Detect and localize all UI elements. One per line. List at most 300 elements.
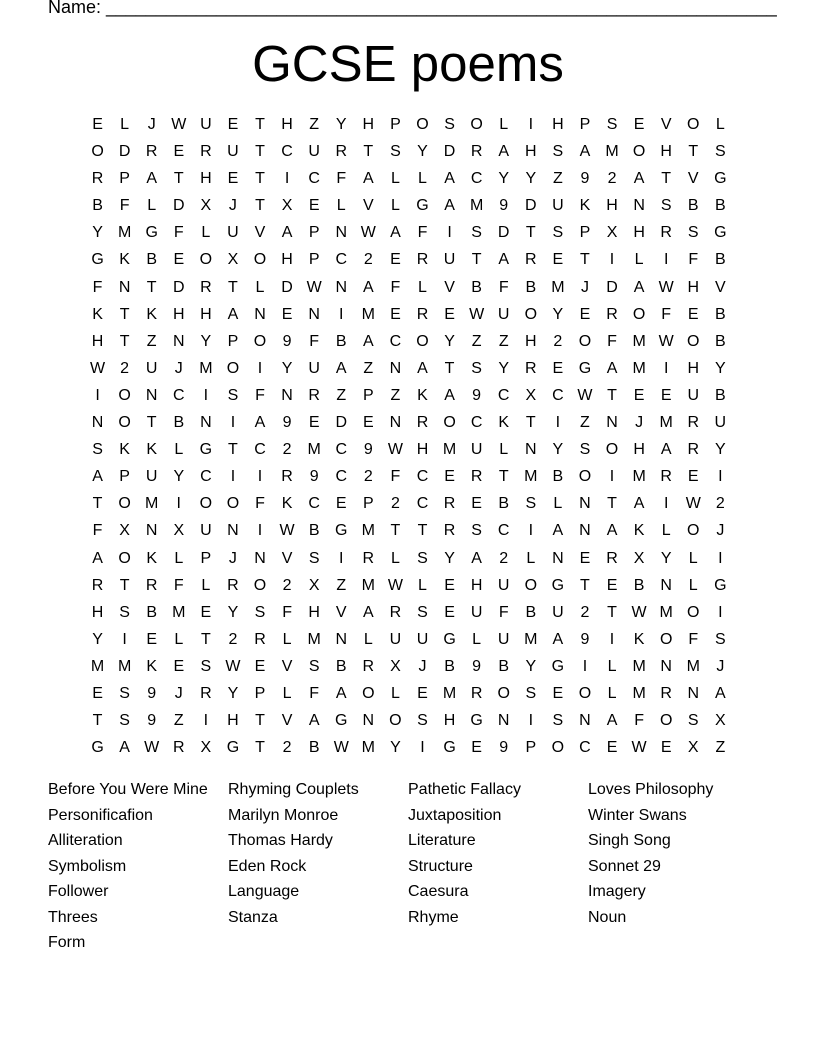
grid-letter: N	[335, 278, 348, 296]
grid-letter: K	[119, 251, 130, 269]
word-list-item: Loves Philosophy	[588, 781, 714, 798]
grid-letter: Y	[417, 143, 428, 161]
grid-letter: E	[471, 495, 482, 513]
grid-letter: O	[632, 305, 646, 323]
grid-letter: X	[390, 657, 401, 675]
grid-letter: Y	[227, 684, 239, 702]
grid-letter: I	[257, 468, 263, 486]
grid-letter: W	[631, 739, 647, 757]
word-list-item: Threes	[48, 908, 98, 926]
grid-letter: N	[660, 576, 672, 594]
grid-letter: M	[307, 630, 321, 648]
grid-letter: X	[281, 197, 293, 215]
grid-letter: I	[718, 603, 723, 621]
grid-letter: S	[92, 441, 103, 459]
grid-letter: B	[444, 657, 455, 675]
grid-letter: X	[173, 522, 185, 540]
grid-letter: F	[255, 495, 265, 513]
grid-letter: Y	[498, 359, 510, 377]
grid-letter: 2	[390, 495, 400, 513]
grid-letter: L	[418, 170, 427, 188]
grid-letter: Y	[281, 359, 293, 377]
name-field-label: Name: ___________________________________________________________________	[48, 0, 777, 17]
grid-letter: F	[309, 332, 320, 350]
grid-letter: A	[227, 305, 239, 323]
grid-letter: O	[687, 332, 700, 350]
grid-letter: K	[417, 386, 428, 404]
grid-letter: G	[91, 251, 104, 269]
grid-letter: U	[470, 603, 483, 621]
grid-letter: R	[227, 576, 239, 594]
grid-letter: O	[497, 684, 510, 702]
grid-letter: O	[687, 603, 700, 621]
grid-letter: I	[420, 739, 425, 757]
grid-letter: N	[145, 386, 158, 404]
grid-letter: L	[688, 576, 698, 594]
grid-letter: A	[498, 143, 510, 161]
grid-letter: E	[146, 630, 158, 648]
grid-letter: M	[686, 657, 700, 675]
grid-letter: D	[281, 278, 293, 296]
grid-letter: R	[200, 278, 212, 296]
word-list-item: Caesura	[408, 883, 469, 900]
grid-letter: A	[606, 712, 618, 730]
grid-letter: U	[145, 359, 158, 377]
word-list-item: Eden Rock	[228, 857, 307, 875]
grid-letter: O	[253, 332, 267, 350]
grid-letter: Z	[498, 332, 509, 350]
grid-letter: A	[146, 170, 158, 188]
word-list-item: Language	[228, 883, 300, 900]
grid-letter: I	[609, 630, 615, 648]
grid-letter: V	[687, 170, 699, 188]
grid-letter: H	[362, 116, 375, 133]
grid-letter: T	[688, 143, 699, 161]
grid-letter: S	[687, 224, 699, 242]
grid-letter: U	[200, 522, 212, 540]
grid-letter: L	[390, 549, 400, 567]
grid-letter: M	[199, 359, 213, 377]
grid-letter: B	[687, 197, 699, 215]
grid-letter: D	[172, 197, 185, 215]
grid-letter: Y	[335, 116, 347, 133]
grid-letter: 2	[580, 603, 590, 621]
grid-letter: P	[390, 116, 401, 133]
grid-letter: C	[497, 522, 510, 540]
grid-letter: B	[308, 522, 320, 540]
grid-letter: F	[282, 603, 292, 621]
grid-letter: V	[254, 224, 266, 242]
word-list-item: Imagery	[588, 883, 646, 900]
grid-letter: T	[390, 522, 401, 540]
grid-letter: Y	[552, 305, 564, 323]
grid-letter: Y	[552, 441, 564, 459]
grid-letter: T	[228, 441, 238, 459]
grid-letter: W	[89, 359, 106, 377]
grid-letter: I	[203, 712, 209, 730]
grid-letter: E	[660, 386, 672, 404]
grid-letter: T	[444, 359, 455, 377]
grid-letter: U	[714, 414, 727, 432]
grid-letter: F	[661, 305, 672, 323]
grid-letter: C	[416, 468, 429, 486]
grid-letter: F	[309, 684, 320, 702]
grid-letter: L	[363, 630, 373, 648]
grid-letter: E	[633, 386, 645, 404]
grid-letter: Z	[309, 116, 320, 133]
grid-letter: N	[687, 684, 700, 702]
grid-letter: X	[200, 739, 212, 757]
grid-letter: S	[552, 143, 564, 161]
page-title: GCSE poems	[252, 35, 564, 92]
grid-letter: C	[281, 143, 293, 161]
grid-letter: M	[307, 441, 321, 459]
grid-letter: A	[362, 170, 374, 188]
grid-letter: P	[579, 224, 591, 242]
grid-letter: H	[687, 278, 700, 296]
grid-letter: J	[174, 359, 183, 377]
grid-letter: S	[444, 116, 455, 133]
grid-letter: G	[226, 739, 240, 757]
grid-letter: S	[525, 495, 537, 513]
grid-letter: S	[660, 197, 672, 215]
grid-letter: M	[361, 522, 375, 540]
grid-letter: M	[442, 441, 457, 459]
grid-letter: C	[470, 414, 483, 432]
grid-letter: 9	[363, 441, 373, 459]
grid-letter: D	[497, 224, 510, 242]
grid-letter: M	[605, 143, 619, 161]
grid-letter: 2	[715, 495, 725, 513]
grid-letter: T	[255, 116, 265, 133]
grid-letter: I	[663, 495, 669, 513]
grid-letter: R	[389, 603, 402, 621]
grid-letter: G	[714, 224, 727, 242]
grid-letter: H	[687, 359, 700, 377]
word-list-item: Thomas Hardy	[228, 832, 333, 849]
grid-letter: N	[91, 414, 104, 432]
grid-letter: O	[199, 251, 213, 269]
grid-letter: H	[91, 603, 104, 621]
grid-letter: A	[119, 739, 130, 757]
grid-letter: W	[658, 278, 674, 296]
grid-letter: Y	[525, 657, 537, 675]
grid-letter: L	[526, 549, 536, 567]
grid-row	[84, 409, 734, 436]
grid-letter: D	[525, 197, 537, 215]
grid-letter: 9	[499, 739, 509, 757]
grid-letter: T	[92, 712, 103, 730]
grid-letter: A	[92, 468, 103, 486]
grid-letter: L	[174, 630, 184, 648]
grid-letter: W	[171, 116, 187, 133]
grid-letter: Z	[552, 170, 563, 188]
grid-letter: I	[718, 549, 723, 567]
grid-letter: R	[660, 468, 672, 486]
grid-letter: L	[688, 549, 698, 567]
grid-letter: T	[607, 603, 617, 621]
grid-letter: N	[389, 414, 402, 432]
grid-letter: R	[362, 549, 375, 567]
grid-letter: A	[444, 170, 455, 188]
grid-letter: T	[661, 170, 672, 188]
grid-letter: S	[254, 603, 266, 621]
grid-row	[84, 328, 734, 355]
grid-letter: O	[416, 332, 429, 350]
grid-letter: W	[658, 332, 674, 350]
grid-letter: A	[92, 549, 103, 567]
grid-letter: S	[552, 712, 564, 730]
grid-letter: G	[551, 657, 565, 675]
grid-letter: A	[417, 359, 428, 377]
grid-letter: E	[200, 603, 212, 621]
grid-letter: M	[442, 684, 457, 702]
grid-letter: S	[119, 684, 130, 702]
grid-letter: S	[552, 224, 564, 242]
grid-letter: H	[633, 224, 645, 242]
grid-letter: R	[200, 143, 212, 161]
word-list-item: Rhyme	[408, 908, 459, 926]
grid-letter: Y	[715, 359, 726, 377]
grid-letter: E	[92, 116, 103, 133]
grid-letter: T	[255, 170, 265, 188]
word-list-item: Singh Song	[588, 832, 671, 849]
word-list-item: Follower	[48, 883, 109, 900]
grid-letter: I	[284, 170, 290, 188]
grid-letter: R	[416, 305, 429, 323]
grid-letter: J	[228, 549, 237, 567]
grid-letter: C	[416, 495, 429, 513]
grid-letter: W	[306, 278, 322, 296]
grid-letter: E	[173, 143, 185, 161]
grid-letter: E	[92, 684, 103, 702]
grid-letter: A	[471, 549, 482, 567]
grid-letter: U	[687, 386, 700, 404]
grid-letter: W	[577, 386, 593, 404]
grid-letter: U	[497, 305, 510, 323]
grid-letter: O	[226, 495, 240, 513]
grid-letter: K	[146, 441, 158, 459]
grid-letter: N	[552, 549, 564, 567]
grid-letter: L	[336, 197, 346, 215]
grid-letter: B	[173, 414, 185, 432]
grid-row	[84, 517, 734, 544]
grid-letter: N	[606, 414, 618, 432]
grid-letter: W	[144, 739, 160, 757]
grid-letter: N	[525, 441, 537, 459]
grid-letter: N	[633, 197, 645, 215]
word-list-item: Literature	[408, 832, 476, 849]
grid-letter: P	[254, 684, 266, 702]
grid-letter: I	[257, 522, 263, 540]
grid-letter: Z	[336, 576, 347, 594]
grid-letter: B	[715, 197, 726, 215]
grid-letter: A	[633, 278, 645, 296]
word-list-item: Stanza	[228, 908, 278, 926]
grid-letter: R	[145, 143, 158, 161]
grid-letter: T	[255, 197, 265, 215]
grid-letter: G	[199, 441, 213, 459]
grid-letter: I	[447, 224, 452, 242]
grid-letter: L	[715, 116, 725, 133]
grid-letter: M	[632, 684, 646, 702]
grid-letter: I	[663, 251, 669, 269]
grid-letter: O	[118, 549, 131, 567]
grid-letter: M	[524, 630, 538, 648]
grid-letter: H	[200, 170, 212, 188]
grid-letter: T	[607, 495, 617, 513]
grid-letter: O	[605, 441, 619, 459]
word-list-item: Noun	[588, 908, 627, 926]
word-list-item: Pathetic Fallacy	[408, 781, 521, 798]
grid-letter: N	[579, 712, 591, 730]
grid-letter: E	[390, 251, 401, 269]
grid-letter: O	[551, 739, 565, 757]
grid-letter: O	[91, 143, 104, 161]
grid-letter: E	[552, 251, 564, 269]
grid-letter: F	[92, 278, 103, 296]
grid-letter: E	[633, 116, 645, 133]
grid-row	[84, 599, 734, 626]
grid-letter: U	[227, 143, 239, 161]
grid-letter: F	[173, 224, 184, 242]
grid-letter: I	[122, 630, 127, 648]
grid-letter: I	[609, 468, 615, 486]
grid-letter: E	[444, 305, 455, 323]
grid-letter: I	[339, 305, 344, 323]
grid-letter: I	[257, 359, 263, 377]
grid-row	[84, 707, 734, 734]
grid-letter: W	[387, 576, 403, 594]
grid-letter: F	[255, 386, 265, 404]
grid-letter: I	[555, 414, 561, 432]
grid-letter: K	[498, 414, 510, 432]
grid-letter: R	[687, 414, 700, 432]
grid-row	[84, 219, 734, 246]
grid-letter: T	[607, 386, 617, 404]
grid-letter: N	[335, 224, 348, 242]
grid-letter: M	[172, 603, 186, 621]
grid-letter: C	[335, 251, 348, 269]
grid-letter: 2	[607, 170, 617, 188]
grid-letter: 2	[282, 576, 292, 594]
grid-letter: S	[579, 441, 591, 459]
grid-letter: P	[119, 468, 130, 486]
grid-letter: G	[145, 224, 158, 242]
grid-letter: L	[255, 278, 265, 296]
grid-letter: C	[389, 332, 402, 350]
grid-letter: F	[417, 224, 428, 242]
grid-row	[84, 734, 734, 761]
grid-letter: M	[361, 305, 375, 323]
grid-letter: O	[253, 576, 267, 594]
grid-letter: B	[308, 739, 320, 757]
grid-row	[84, 382, 734, 409]
grid-letter: R	[470, 468, 483, 486]
grid-letter: Z	[715, 739, 726, 757]
grid-letter: H	[281, 116, 293, 133]
grid-letter: H	[525, 332, 537, 350]
grid-letter: O	[362, 684, 375, 702]
grid-letter: O	[524, 305, 538, 323]
grid-letter: G	[714, 576, 727, 594]
grid-letter: A	[444, 197, 455, 215]
grid-letter: T	[525, 414, 536, 432]
grid-letter: Y	[444, 332, 455, 350]
grid-letter: S	[227, 386, 239, 404]
grid-letter: 2	[120, 359, 130, 377]
grid-letter: R	[606, 305, 618, 323]
grid-letter: R	[470, 143, 483, 161]
grid-letter: E	[227, 116, 239, 133]
grid-letter: S	[471, 224, 482, 242]
grid-letter: U	[470, 441, 483, 459]
grid-letter: G	[578, 359, 592, 377]
grid-letter: X	[227, 251, 239, 269]
grid-letter: L	[553, 495, 563, 513]
grid-row	[84, 463, 734, 490]
grid-letter: I	[528, 116, 534, 133]
grid-letter: J	[716, 657, 725, 675]
grid-letter: C	[552, 386, 564, 404]
grid-letter: Y	[173, 468, 185, 486]
grid-letter: J	[580, 278, 589, 296]
grid-letter: R	[660, 224, 672, 242]
grid-letter: 9	[472, 386, 482, 404]
grid-letter: G	[443, 739, 456, 757]
grid-letter: N	[118, 278, 131, 296]
grid-letter: F	[92, 522, 103, 540]
grid-letter: U	[389, 630, 402, 648]
grid-letter: A	[390, 224, 401, 242]
grid-letter: I	[582, 657, 588, 675]
grid-row	[84, 572, 734, 599]
grid-letter: I	[528, 522, 534, 540]
grid-letter: U	[308, 143, 320, 161]
word-list-item: Juxtaposition	[408, 806, 502, 824]
grid-letter: I	[609, 251, 615, 269]
grid-letter: Y	[390, 739, 401, 757]
grid-letter: G	[470, 712, 483, 730]
grid-row	[84, 355, 734, 382]
grid-letter: T	[363, 143, 374, 161]
grid-letter: L	[418, 576, 427, 594]
grid-letter: E	[254, 657, 266, 675]
grid-letter: M	[632, 359, 646, 377]
grid-letter: H	[470, 576, 483, 594]
grid-letter: 2	[282, 441, 292, 459]
grid-letter: O	[416, 116, 429, 133]
grid-letter: K	[633, 630, 645, 648]
grid-letter: W	[685, 495, 701, 513]
grid-letter: L	[282, 684, 292, 702]
grid-letter: X	[308, 576, 320, 594]
grid-letter: S	[606, 116, 618, 133]
grid-letter: A	[362, 278, 374, 296]
grid-letter: L	[607, 684, 617, 702]
grid-letter: N	[335, 630, 348, 648]
grid-letter: U	[145, 468, 158, 486]
word-list-item: Marilyn Monroe	[228, 806, 339, 824]
grid-letter: V	[362, 197, 374, 215]
grid-letter: W	[631, 603, 647, 621]
grid-letter: T	[119, 305, 130, 323]
grid-letter: L	[201, 224, 211, 242]
grid-letter: L	[147, 197, 157, 215]
grid-letter: E	[227, 170, 239, 188]
grid-letter: I	[663, 359, 669, 377]
grid-letter: I	[95, 386, 100, 404]
